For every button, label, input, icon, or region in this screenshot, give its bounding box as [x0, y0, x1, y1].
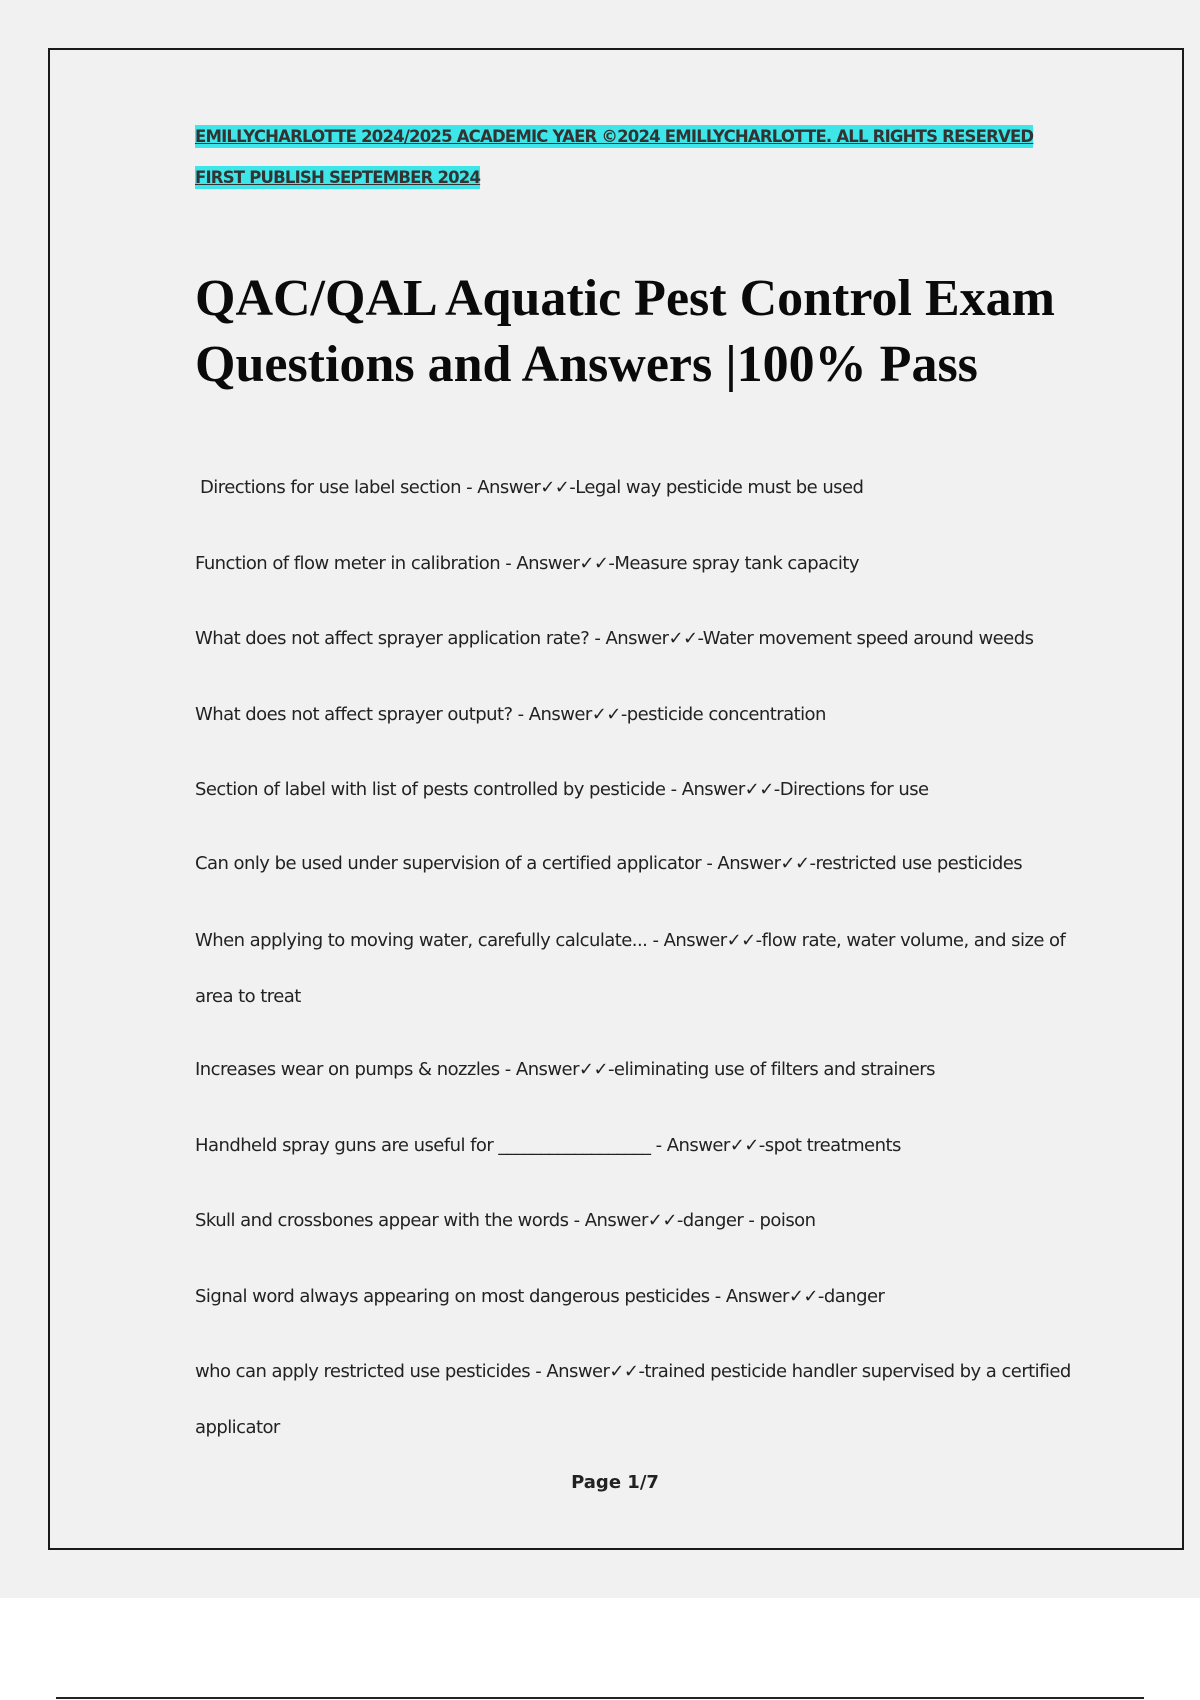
qa-item-7-line-1: When applying to moving water, carefully calculate... - Answer✓✓-flow rate, water volume, and size of: [195, 930, 1066, 951]
page-number: Page 1/7: [571, 1472, 659, 1493]
qa-item-1: Directions for use label section - Answer✓✓-Legal way pesticide must be used: [200, 477, 864, 498]
qa-item-6: Can only be used under supervision of a certified applicator - Answer✓✓-restricted use pesticides: [195, 853, 1023, 874]
title-line-2: Questions and Answers |100% Pass: [195, 336, 978, 393]
qa-item-12-line-2: applicator: [195, 1417, 280, 1438]
publish-date-header-line: FIRST PUBLISH SEPTEMBER 2024: [195, 168, 481, 187]
qa-item-11: Signal word always appearing on most dangerous pesticides - Answer✓✓-danger: [195, 1286, 885, 1307]
copyright-header-line: EMILLYCHARLOTTE 2024/2025 ACADEMIC YAER ©2024 EMILLYCHARLOTTE. ALL RIGHTS RESERVED: [195, 127, 1034, 146]
next-page-top-rule: [56, 1697, 1144, 1699]
page-border-frame: [48, 48, 1184, 1550]
qa-item-10: Skull and crossbones appear with the words - Answer✓✓-danger - poison: [195, 1210, 816, 1231]
qa-item-4: What does not affect sprayer output? - Answer✓✓-pesticide concentration: [195, 704, 826, 725]
qa-item-5: Section of label with list of pests controlled by pesticide - Answer✓✓-Directions for use: [195, 779, 929, 800]
qa-item-8: Increases wear on pumps & nozzles - Answer✓✓-eliminating use of filters and strainers: [195, 1059, 935, 1080]
qa-item-12-line-1: who can apply restricted use pesticides - Answer✓✓-trained pesticide handler supervised by a certified: [195, 1361, 1071, 1382]
qa-item-9: Handheld spray guns are useful for __________________ - Answer✓✓-spot treatments: [195, 1135, 901, 1156]
title-line-1: QAC/QAL Aquatic Pest Control Exam: [195, 270, 1055, 327]
qa-item-2: Function of flow meter in calibration - Answer✓✓-Measure spray tank capacity: [195, 553, 859, 574]
qa-item-7-line-2: area to treat: [195, 986, 301, 1007]
document-title: [195, 266, 1135, 398]
qa-item-3: What does not affect sprayer application rate? - Answer✓✓-Water movement speed around weeds: [195, 628, 1034, 649]
